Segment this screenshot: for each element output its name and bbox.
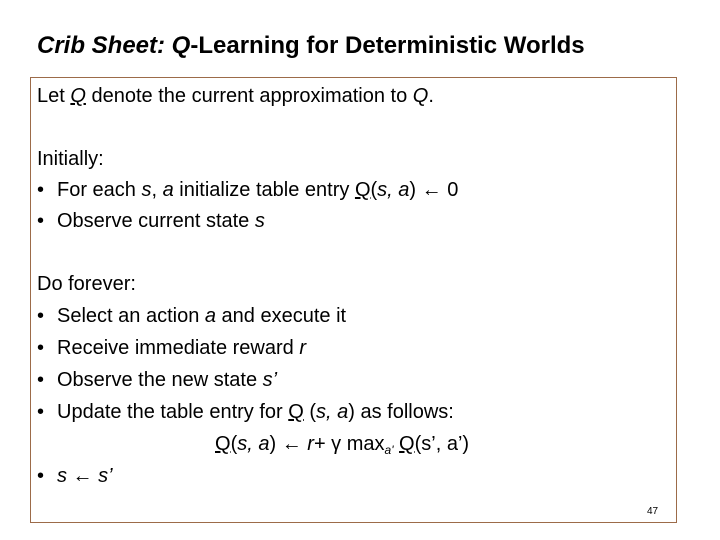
initially-item-1: • For each s, a initialize table entry Q(s, a) ← 0 <box>37 179 459 201</box>
do-forever-item-4: • Update the table entry for Q (s, a) as follows: <box>37 401 454 423</box>
intro-line: Let Q denote the current approximation to Q. <box>37 85 434 107</box>
initially-heading: Initially: <box>37 148 104 170</box>
do-forever-item-3: • Observe the new state s’ <box>37 369 278 391</box>
do-forever-final: • s ← s’ <box>37 465 113 487</box>
update-formula: Q(s, a) ← r+ γ $\max_{a'} Q(s$’, a’) <box>215 433 470 457</box>
do-forever-heading: Do forever: <box>37 273 136 295</box>
do-forever-item-1: • Select an action a and execute it <box>37 305 347 327</box>
page-number: 47 <box>647 506 659 517</box>
slide-title: Crib Sheet: Q-Learning for Deterministic Worlds <box>37 32 585 59</box>
initially-item-2: • Observe current state s <box>37 210 265 232</box>
do-forever-item-2: • Receive immediate reward r <box>37 337 306 359</box>
